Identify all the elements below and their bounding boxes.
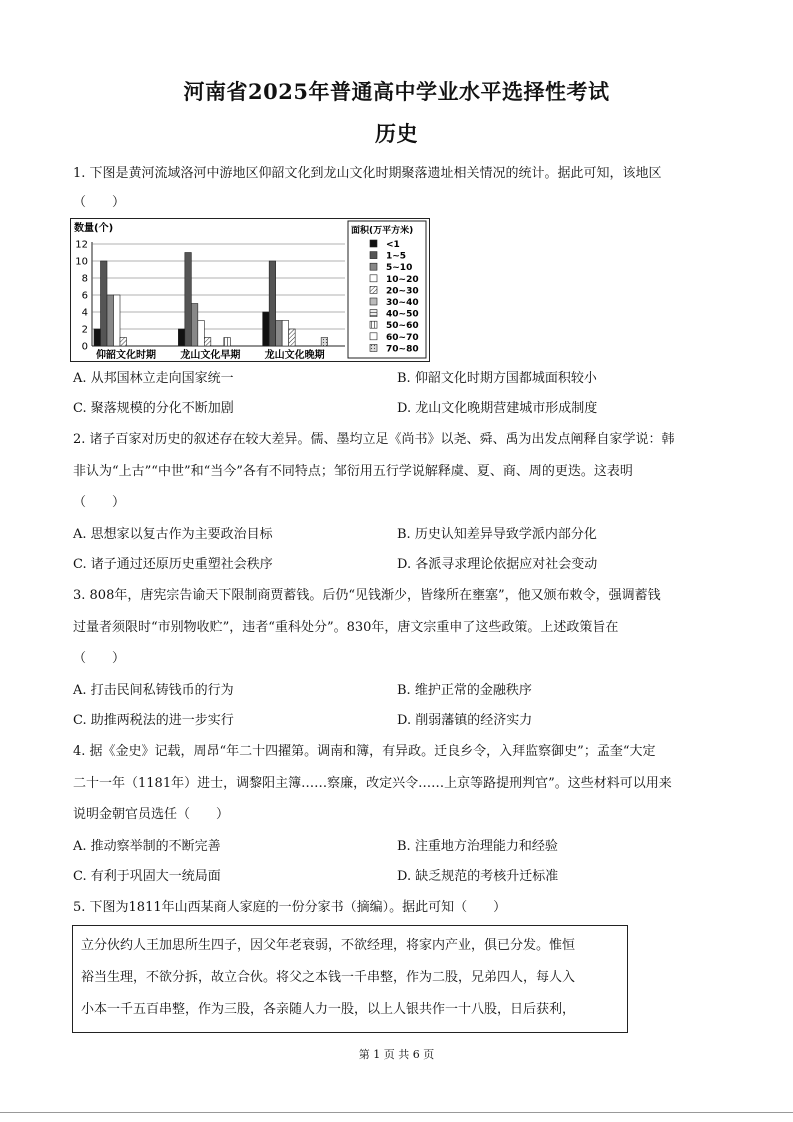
y-tick-label: 4 bbox=[81, 307, 88, 319]
page-number: 第 1 页 共 6 页 bbox=[358, 1048, 435, 1061]
legend-label: 1~5 bbox=[386, 251, 407, 262]
bar bbox=[191, 304, 198, 347]
question-text-line: （ ） bbox=[73, 195, 126, 210]
question-text-line: 2. 诸子百家对历史的叙述存在较大差异。儒、墨均立足《尚书》以尧、舜、禹为出发点阐释自家学说：韩 bbox=[73, 432, 675, 447]
y-tick-label: 2 bbox=[81, 324, 88, 336]
option-d[interactable]: D. 龙山文化晚期营建城市形成制度 bbox=[397, 401, 598, 416]
question-text-line: （ ） bbox=[73, 651, 126, 666]
option-a[interactable]: A. 思想家以复古作为主要政治目标 bbox=[73, 527, 273, 542]
legend-swatch bbox=[370, 321, 377, 328]
question-text-line: （ ） bbox=[73, 495, 126, 510]
bar bbox=[185, 253, 192, 347]
x-tick-label: 龙山文化晚期 bbox=[264, 350, 325, 361]
bar bbox=[289, 329, 296, 346]
option-a[interactable]: A. 推动察举制的不断完善 bbox=[73, 839, 221, 854]
subject-title: 历史 bbox=[375, 121, 418, 146]
question-text-line: 二十一年（1181年）进士，调黎阳主簿……察廉，改定兴令……上京等路提刑判官”。这些材料可以用来 bbox=[73, 776, 672, 791]
y-tick-label: 8 bbox=[81, 273, 88, 285]
x-tick-label: 仰韶文化时期 bbox=[96, 350, 156, 361]
legend-swatch bbox=[370, 344, 377, 351]
bar bbox=[282, 321, 289, 347]
y-tick-label: 0 bbox=[81, 341, 88, 353]
document-line: 立分伙约人王加思所生四子，因父年老衰弱，不欲经理，将家内产业，俱已分发。惟恒 bbox=[81, 938, 576, 953]
legend-swatch bbox=[370, 252, 377, 259]
option-d[interactable]: D. 缺乏规范的考核升迁标准 bbox=[397, 869, 559, 884]
option-d[interactable]: D. 削弱藩镇的经济实力 bbox=[397, 713, 533, 728]
question-text-line: 4. 据《金史》记载，周昂“年二十四擢第。调南和簿，有异政。迁良乡令，入拜监察御史”；孟奎“大定 bbox=[73, 744, 656, 759]
legend-label: 70~80 bbox=[386, 344, 419, 355]
option-c[interactable]: C. 聚落规模的分化不断加剧 bbox=[73, 401, 234, 416]
legend-label: <1 bbox=[386, 240, 400, 250]
document-excerpt-box bbox=[72, 925, 628, 1033]
legend-swatch bbox=[370, 298, 377, 305]
legend-swatch bbox=[370, 240, 377, 247]
option-b[interactable]: B. 历史认知差异导致学派内部分化 bbox=[397, 527, 597, 542]
bar bbox=[107, 295, 114, 346]
bar bbox=[114, 295, 121, 346]
option-a[interactable]: A. 从邦国林立走向国家统一 bbox=[73, 371, 234, 386]
y-tick-label: 10 bbox=[75, 256, 88, 268]
legend-title: 面积(万平方米) bbox=[351, 226, 414, 236]
x-tick-label: 龙山文化早期 bbox=[180, 350, 241, 361]
y-axis-label: 数量(个) bbox=[74, 223, 114, 234]
legend-swatch bbox=[370, 333, 377, 340]
legend-swatch bbox=[370, 263, 377, 270]
legend-swatch bbox=[370, 310, 377, 317]
bar bbox=[94, 329, 101, 346]
question-text-line: 过量者须限时“市别物收贮”，违者“重科处分”。830年，唐文宗重申了这些政策。上述政策旨在 bbox=[73, 620, 619, 635]
exam-title: 河南省2025年普通高中学业水平选择性考试 bbox=[183, 79, 610, 104]
option-d[interactable]: D. 各派寻求理论依据应对社会变动 bbox=[397, 557, 598, 572]
y-tick-label: 6 bbox=[81, 290, 88, 302]
document-line: 小本一千五百串整，作为三股，各亲随人力一股，以上人银共作一十八股，日后获利， bbox=[81, 1002, 576, 1017]
question-5: 5. 下图为1811年山西某商人家庭的一份分家书（摘编）。据此可知（ ） bbox=[73, 900, 507, 915]
page-bottom-divider bbox=[0, 1112, 793, 1113]
option-b[interactable]: B. 仰韶文化时期方国都城面积较小 bbox=[397, 371, 597, 386]
bar bbox=[263, 312, 270, 346]
option-b[interactable]: B. 维护正常的金融秩序 bbox=[397, 683, 532, 698]
bar bbox=[120, 338, 127, 347]
legend-label: 5~10 bbox=[386, 263, 413, 274]
bar bbox=[101, 261, 108, 346]
legend-swatch bbox=[370, 286, 377, 293]
legend-label: 10~20 bbox=[386, 274, 419, 285]
question-text-line: 说明金朝官员选任（ ） bbox=[73, 807, 230, 822]
question-text-line: 非认为“上古”“中世”和“当今”各有不同特点；邹衍用五行学说解释虞、夏、商、周的更迭。这表明 bbox=[73, 464, 633, 479]
option-b[interactable]: B. 注重地方治理能力和经验 bbox=[397, 839, 558, 854]
bar bbox=[198, 321, 205, 347]
bar bbox=[276, 321, 283, 347]
legend-label: 30~40 bbox=[386, 298, 419, 308]
bar bbox=[178, 329, 185, 346]
bar bbox=[321, 338, 328, 347]
question-text-line: 3. 808年，唐宪宗告谕天下限制商贾蓄钱。后仍“见钱渐少，皆缘所在壅塞”，他又颁布敕令，强调蓄钱 bbox=[73, 588, 661, 603]
document-line: 裕当生理，不欲分拆，故立合伙。将父之本钱一千串整，作为二股，兄弟四人，每人入 bbox=[81, 970, 576, 985]
option-a[interactable]: A. 打击民间私铸钱币的行为 bbox=[73, 683, 234, 698]
legend-label: 60~70 bbox=[386, 332, 419, 343]
legend-label: 20~30 bbox=[386, 286, 419, 297]
option-c[interactable]: C. 有利于巩固大一统局面 bbox=[73, 869, 221, 884]
option-c[interactable]: C. 助推两税法的进一步实行 bbox=[73, 713, 234, 728]
legend-label: 40~50 bbox=[386, 309, 419, 320]
legend-swatch bbox=[370, 275, 377, 282]
bar bbox=[224, 338, 231, 347]
legend-label: 50~60 bbox=[386, 321, 419, 332]
y-tick-label: 12 bbox=[75, 239, 88, 251]
bar bbox=[269, 261, 276, 346]
settlement-bar-chart bbox=[70, 218, 430, 362]
question-text-line: 1. 下图是黄河流域洛河中游地区仰韶文化到龙山文化时期聚落遗址相关情况的统计。据此可知，该地区 bbox=[73, 166, 662, 181]
bar bbox=[204, 338, 211, 347]
option-c[interactable]: C. 诸子通过还原历史重塑社会秩序 bbox=[73, 557, 273, 572]
